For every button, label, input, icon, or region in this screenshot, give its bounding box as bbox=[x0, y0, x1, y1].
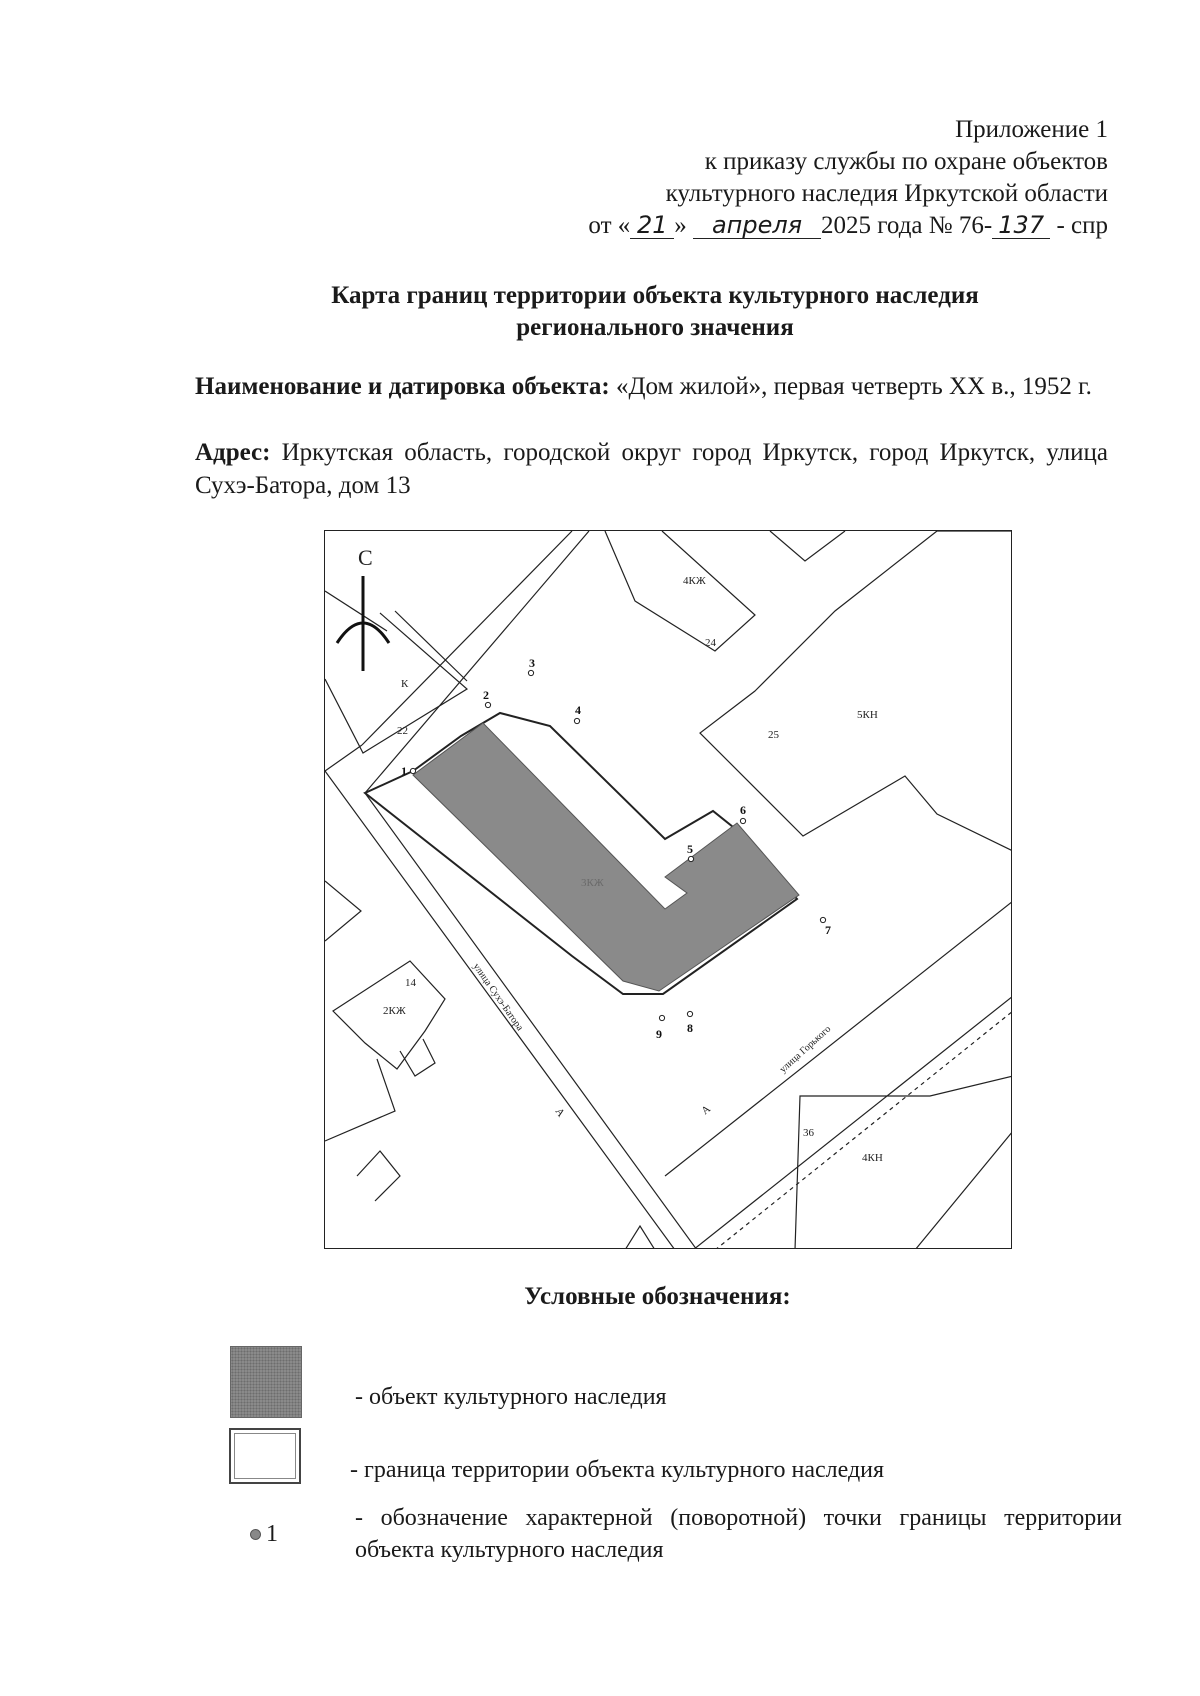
date-mid: » bbox=[674, 212, 687, 239]
label-36: 36 bbox=[803, 1127, 814, 1139]
street-sukhe: улица Сухэ-Батора bbox=[470, 961, 526, 1034]
title-line-2: регионального значения bbox=[516, 314, 794, 341]
label-25: 25 bbox=[768, 729, 779, 741]
label-a2: А bbox=[699, 1102, 714, 1118]
legend-item-boundary: - граница территории объекта культурного наследия bbox=[350, 1457, 885, 1483]
map-svg bbox=[325, 531, 1012, 1249]
date-prefix: от « bbox=[588, 212, 631, 239]
label-24: 24 bbox=[705, 637, 716, 649]
object-name-label: Наименование и датировка объекта: bbox=[195, 373, 610, 400]
page-title bbox=[0, 280, 1200, 344]
object-address-paragraph bbox=[195, 436, 1108, 502]
label-14: 14 bbox=[405, 977, 416, 989]
legend-item-point: - обозначение характерной (поворотной) точки границы территории объекта культурного наследия bbox=[355, 1505, 1122, 1563]
label-22: 22 bbox=[397, 725, 408, 737]
label-2kzh: 2КЖ bbox=[383, 1005, 406, 1017]
point-label: 1 bbox=[401, 764, 407, 778]
boundary-point bbox=[659, 1015, 664, 1020]
boundary-point bbox=[687, 1011, 692, 1016]
point-label: 7 bbox=[825, 923, 831, 937]
north-arrow-icon bbox=[337, 576, 389, 671]
point-label: 8 bbox=[687, 1021, 693, 1035]
object-address-label: Адрес: bbox=[195, 439, 271, 466]
boundary-point bbox=[528, 670, 533, 675]
point-label: 3 bbox=[529, 656, 535, 670]
boundary-map bbox=[324, 530, 1012, 1249]
point-label: 9 bbox=[656, 1027, 662, 1041]
point-label: 6 bbox=[740, 803, 746, 817]
annex-header bbox=[588, 114, 1108, 242]
point-label: 4 bbox=[575, 703, 581, 717]
legend-point-number: 1 bbox=[266, 1521, 278, 1547]
legend-item-object: - объект культурного наследия bbox=[355, 1384, 667, 1410]
legend-boundary-swatch bbox=[229, 1428, 301, 1484]
title-line-1: Карта границ территории объекта культурного наследия bbox=[331, 282, 979, 309]
boundary-point bbox=[410, 768, 415, 773]
legend-title: Условные обозначения: bbox=[524, 1283, 791, 1310]
label-k: К bbox=[401, 678, 409, 690]
boundary-point bbox=[574, 718, 579, 723]
object-name-paragraph bbox=[195, 370, 1108, 403]
annex-date-line bbox=[588, 210, 1108, 242]
point-label: 2 bbox=[483, 688, 489, 702]
label-a1: А bbox=[552, 1105, 567, 1120]
legend-object-swatch bbox=[230, 1346, 302, 1418]
boundary-point bbox=[740, 818, 745, 823]
street-gorkogo: улица Горького bbox=[777, 1023, 834, 1076]
point-label: 5 bbox=[687, 842, 693, 856]
annex-line-1: Приложение 1 bbox=[955, 116, 1108, 143]
object-name-value: «Дом жилой», первая четверть XX в., 1952 г. bbox=[615, 373, 1092, 400]
order-number: 137 bbox=[992, 212, 1050, 239]
boundary-point bbox=[688, 856, 693, 861]
boundary-point bbox=[485, 702, 490, 707]
date-month: апреля bbox=[693, 212, 821, 239]
annex-line-2: к приказу службы по охране объектов bbox=[704, 148, 1108, 175]
annex-line-3: культурного наследия Иркутской области bbox=[665, 180, 1108, 207]
boundary-point bbox=[820, 917, 825, 922]
road-edge bbox=[362, 531, 572, 745]
date-year: 2025 года № 76- bbox=[821, 212, 993, 239]
label-center: 3КЖ bbox=[581, 877, 604, 889]
label-4kzh: 4КЖ bbox=[683, 575, 706, 587]
object-address-value: Иркутская область, городской округ город Иркутск, город Иркутск, улица Сухэ-Батора, дом 13 bbox=[195, 439, 1109, 499]
order-suffix: - спр bbox=[1056, 212, 1108, 239]
legend-point-icon bbox=[250, 1529, 261, 1540]
date-day: 21 bbox=[630, 212, 674, 239]
label-4kn: 4КН bbox=[862, 1152, 883, 1164]
label-5kn: 5КН bbox=[857, 709, 878, 721]
north-label: С bbox=[358, 545, 373, 570]
